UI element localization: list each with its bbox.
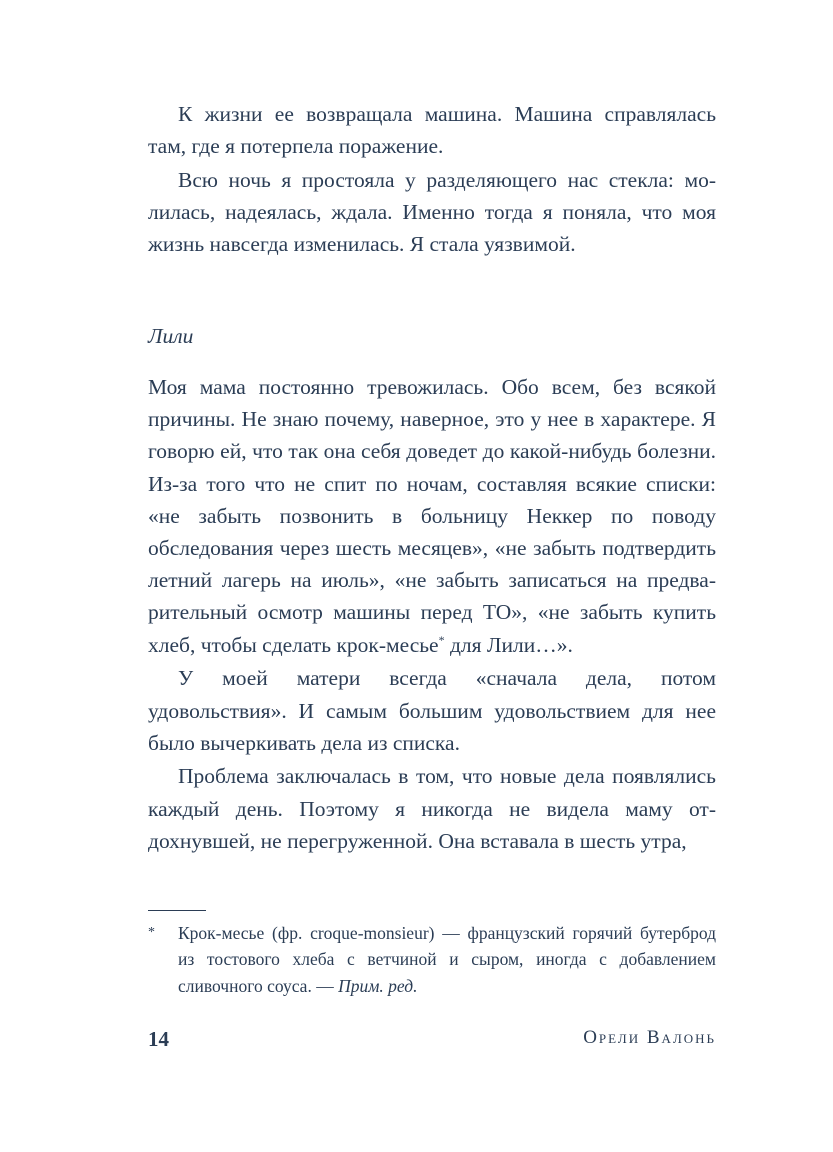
- paragraph: У моей матери всегда «сначала дела, потом удовольствия». И самым большим удовольствием для нее было вычеркивать дела из списка.: [148, 666, 716, 755]
- paragraph: К жизни ее возвращала машина. Машина справлялась там, где я потерпела поражение.: [148, 102, 716, 159]
- footnote-reference: *: [438, 632, 445, 647]
- paragraph: [148, 371, 716, 661]
- page-number: 14: [148, 1027, 169, 1051]
- footnote-text: [178, 920, 716, 999]
- top-text-block: [148, 98, 716, 262]
- paragraph: Проблема заключалась в том, что новые дела появлялись каждый день. Поэтому я никогда не видела маму отдохнувшей, не перегруженной. Она вставала в шесть утра,: [148, 764, 716, 853]
- footnote-mark: *: [148, 925, 155, 940]
- running-head: Орели Валонь: [583, 1027, 716, 1048]
- paragraph: Всю ночь я простояла у разделяющего нас стекла: молилась, надеялась, ждала. Именно тогда я поняла, что моя жизнь навсегда изменилась. Я стала уязвимой.: [148, 167, 716, 257]
- paragraph-text: Моя мама постоянно тревожилась. Обо всем, без всякой причины. Не знаю почему, наверное, это у нее в характере. Я говорю ей, что так она себя доведет до какой-нибудь болезни. Из-за того что не спит по ночам, составляя всякие списки: «не забыть позвонить в больницу Неккер по поводу обследования через шесть месяцев», «не забыть подтвердить летний лагерь на июль», «не забыть записаться на предварительный осмотр машины перед ТО», «не забыть купить хлеб, чтобы сделать крок-месье: [148, 375, 716, 657]
- footnote-divider: [148, 910, 206, 911]
- paragraph-text-tail: для Лили…».: [444, 632, 573, 657]
- editor-note: Прим. ред.: [338, 975, 418, 996]
- footnote-body: Крок-месье (фр. croque-monsieur) — французский горячий бутерброд из тостового хлеба с ветчиной и сыром, иногда с добавлением сливочного соуса. —: [178, 923, 716, 996]
- main-text-block: [148, 371, 716, 859]
- section-heading: Лили: [148, 324, 194, 348]
- footnote: [148, 920, 716, 999]
